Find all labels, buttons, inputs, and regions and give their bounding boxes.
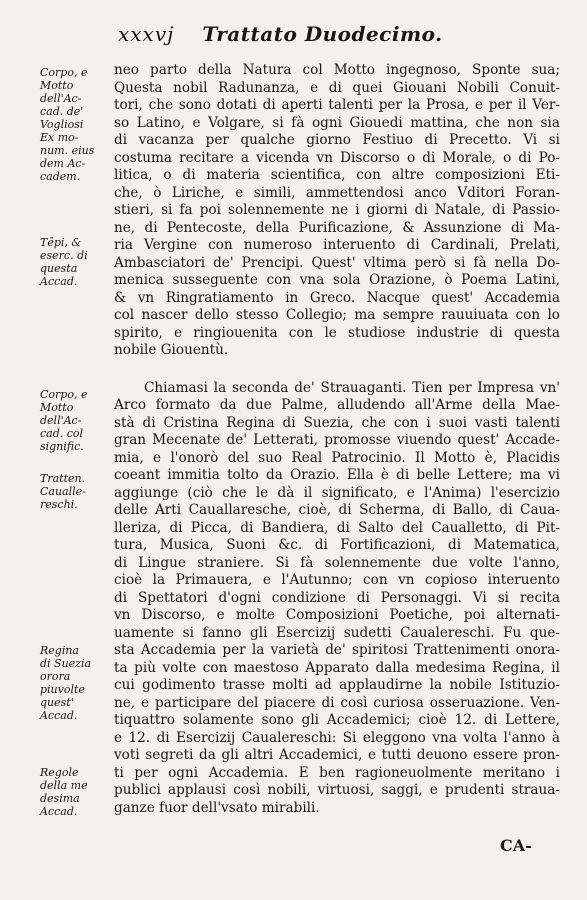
- margin-line: Tēpi, &: [40, 236, 82, 249]
- text-line: & vn Ringratiamento in Greco. Nacque quest' Accademia: [114, 289, 560, 306]
- page-number: xxxvj: [118, 22, 175, 46]
- margin-line: Motto: [40, 79, 74, 92]
- margin-line: desima: [40, 792, 80, 805]
- text-line: che, ò Liriche, e simili, ammettendosi anco Vditori Foran-: [114, 184, 560, 201]
- text-line: spirito, e ringiouenita con le studiose industrie di questa: [114, 324, 560, 341]
- text-line: aggiunge (ciò che le dà il significato, e l'Anima) l'esercizio: [114, 484, 560, 501]
- running-header: [118, 22, 568, 56]
- margin-line: della me: [40, 779, 88, 792]
- margin-line: Motto: [40, 401, 74, 414]
- margin-note-3: [40, 388, 102, 453]
- margin-note-6: [40, 766, 102, 818]
- text-line: voti segreti da gli altri Accademici, e tutti deuono essere pron-: [114, 747, 560, 763]
- text-line: cioè la Primauera, e l'Autunno; con vn copioso interuento: [114, 572, 560, 588]
- text-line: e 12. di Esercizij Caualereschi: Si eleggono vna volta l'anno à: [114, 729, 560, 746]
- text-line: cui godimento trasse molti ad applaudirne la nobile Istituzio-: [114, 677, 560, 693]
- text-line: Chiamasi la seconda de' Strauaganti. Tien per Impresa vn': [144, 379, 560, 396]
- margin-note-5: [40, 644, 102, 722]
- margin-line: num. eius: [40, 144, 95, 157]
- margin-note-2: [40, 236, 102, 288]
- body-text: [114, 62, 560, 817]
- text-line: costuma recitare a vicenda vn Discorso o di Morale, o di Po-: [114, 149, 560, 166]
- margin-line: Accad.: [40, 709, 78, 722]
- margin-line: dem Ac-: [40, 157, 86, 170]
- margin-line: Ex mo-: [40, 131, 79, 144]
- text-line: uamente si fanno gli Esercizij sudetti Caualereschi. Fu que-: [114, 624, 560, 641]
- margin-line: piuvolte: [40, 683, 85, 696]
- text-line: ria Vergine con numeroso interuento di Cardinali, Prelati,: [114, 237, 560, 253]
- margin-line: Regole: [40, 766, 79, 779]
- margin-line: Accad.: [40, 805, 78, 818]
- paragraph-gap: [114, 360, 560, 380]
- text-line: stà di Cristina Regina di Suezia, che con i suoi vasti talenti: [114, 414, 560, 431]
- margin-line: Tratten.: [40, 472, 86, 485]
- text-line: so Latino, e Volgare, si fà ogni Giouedi mattina, che non sia: [114, 114, 560, 131]
- paragraph-1: [114, 62, 560, 360]
- text-line: Ambasciatori de' Prencipi. Quest' vltima però si fà nella Do-: [114, 254, 560, 271]
- margin-line: Caualle-: [40, 485, 86, 498]
- text-line: neo parto della Natura col Motto ingegnoso, Sponte sua;: [114, 62, 560, 78]
- margin-line: eserc. di: [40, 249, 88, 262]
- text-line: vn Discorso, e molte Composizioni Poetiche, poi alternati-: [114, 607, 560, 623]
- catchword: CA-: [500, 836, 532, 855]
- text-line: col nascer dello stesso Collegio; ma sempre rauuiuata con lo: [114, 307, 560, 323]
- margin-line: di Suezia: [40, 657, 92, 670]
- margin-line: cad. de': [40, 105, 84, 118]
- margin-note-4: [40, 472, 102, 511]
- margin-line: dell'Ac-: [40, 92, 82, 105]
- margin-line: signific.: [40, 440, 84, 453]
- margin-line: Regina: [40, 644, 79, 657]
- margin-line: Accad.: [40, 275, 78, 288]
- margin-line: quest': [40, 696, 74, 709]
- margin-line: cad. col: [40, 427, 84, 440]
- text-line: di Lingue straniere. Si fà solennemente due volte l'anno,: [114, 554, 560, 571]
- text-line: stieri, si fa poi solennemente ne i giorni di Natale, di Passio-: [114, 202, 560, 218]
- text-line: ganze fuor dell'vsato mirabili.: [114, 799, 320, 816]
- text-line: Questa nobil Radunanza, e di quei Giouani Nobili Conuit-: [114, 79, 560, 96]
- text-line: delle Arti Cauallaresche, cioè, di Scherma, di Ballo, di Caua-: [114, 502, 560, 518]
- margin-line: reschi.: [40, 498, 78, 511]
- margin-line: orora: [40, 670, 71, 683]
- text-line: ne, di Pentecoste, della Purificazione, & Assunzione di Ma-: [114, 219, 560, 236]
- text-line: ne, e participare del piacere di così curiosa osseruazione. Ven-: [114, 694, 560, 711]
- text-line: ti per ogni Accademia. E ben ragioneuolmente meritano i: [114, 764, 560, 781]
- margin-line: questa: [40, 262, 78, 275]
- text-line: ta più volte con maestoso Apparato dalla medesima Regina, il: [114, 659, 560, 676]
- margin-line: Corpo, e: [40, 66, 88, 79]
- margin-line: cadem.: [40, 170, 81, 183]
- text-line: sta Accademia per la varietà de' spiritosi Trattenimenti onora-: [114, 642, 560, 658]
- margin-note-1: [40, 66, 102, 183]
- text-line: tiquattro solamente sono gli Accademici; cioè 12. di Lettere,: [114, 712, 560, 728]
- margin-line: dell'Ac-: [40, 414, 82, 427]
- text-line: publici applausi così nobili, virtuosi, saggi, e prudenti straua-: [114, 782, 560, 798]
- text-line: nobile Giouentù.: [114, 342, 229, 358]
- text-line: di vacanza per qualche giorno Festiuo di Precetto. Vi si: [114, 132, 560, 148]
- text-line: tori, che sono dotati di aperti talenti per la Prosa, e per il Ver-: [114, 97, 560, 113]
- text-line: di Spettatori d'ogni condizione di Personaggi. Vi si recita: [114, 589, 560, 606]
- text-line: Arco formato da due Palme, alludendo all'Arme della Mae-: [114, 397, 560, 413]
- text-line: coeant immitia tolto da Orazio. Ella è di belle Lettere; ma vi: [114, 467, 560, 483]
- text-line: litica, o di materia scientifica, con altre composizioni Eti-: [114, 167, 560, 183]
- text-line: lleriza, di Picca, di Bandiera, di Salto del Caualletto, di Pit-: [114, 519, 560, 536]
- margin-line: Vogliosi: [40, 118, 84, 131]
- text-line: mia, e l'onorò del suo Real Patrocinio. Il Motto è, Placidis: [114, 449, 560, 466]
- running-title: Trattato Duodecimo.: [202, 22, 443, 46]
- text-line: tura, Musica, Suoni &c. di Fortificazioni, di Matematica,: [114, 537, 560, 553]
- text-line: menica susseguente con vna sola Orazione, ò Poema Latini,: [114, 272, 560, 288]
- margin-line: Corpo, e: [40, 388, 88, 401]
- text-line: gran Mecenate de' Letterati, promosse viuendo quest' Accade-: [114, 432, 560, 448]
- paragraph-2: [114, 380, 560, 818]
